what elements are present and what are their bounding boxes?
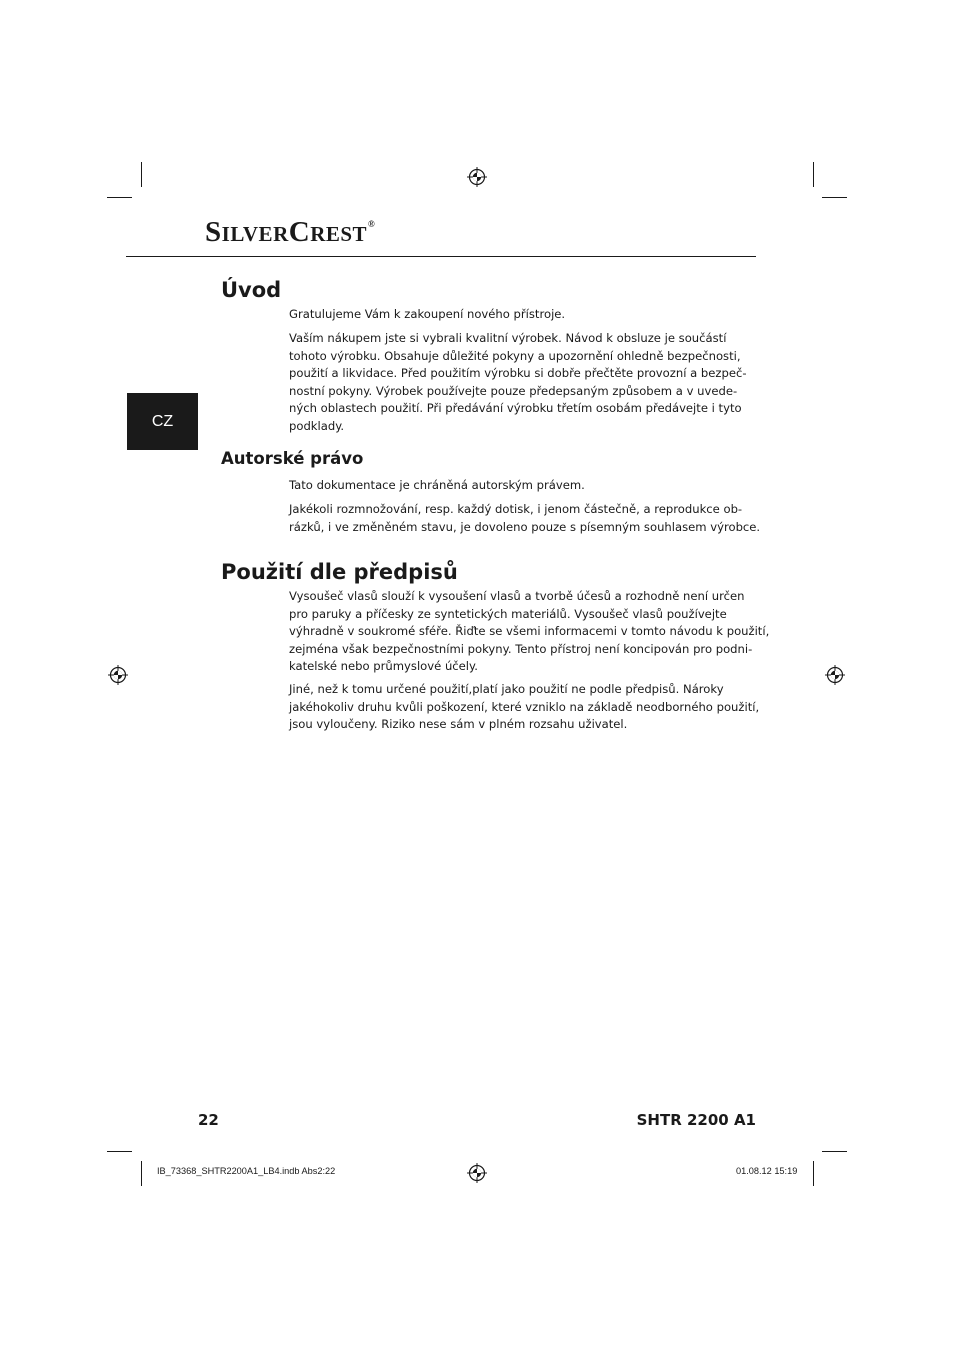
language-tab-label: CZ	[151, 412, 174, 430]
registration-mark-icon	[108, 665, 128, 685]
logo-text: ILVER	[221, 222, 289, 246]
crop-mark-top-left-vertical	[141, 162, 142, 187]
logo-text: REST	[310, 222, 368, 246]
registered-mark: ®	[368, 219, 376, 229]
text-line: Jiné, než k tomu určené použití,platí jako použití ne podle předpisů. Nároky	[289, 682, 724, 696]
crop-mark-top-right-horizontal	[822, 197, 847, 198]
header-rule	[126, 256, 756, 257]
crop-mark-top-right-vertical	[813, 162, 814, 187]
section-title-autorske-pravo: Autorské právo	[221, 449, 364, 468]
crop-mark-bottom-right-horizontal	[822, 1151, 847, 1152]
text-line: Tato dokumentace je chráněná autorským právem.	[289, 478, 585, 492]
text-line: pro paruky a příčesky ze syntetických materiálů. Vysoušeč vlasů používejte	[289, 606, 727, 621]
model-number: SHTR 2200 A1	[636, 1111, 756, 1129]
text-line: tohoto výrobku. Obsahuje důležité pokyny a upozornění ohledně bezpečnosti,	[289, 348, 741, 363]
paragraph-autorske-1	[289, 477, 739, 495]
crop-mark-bottom-left-horizontal	[107, 1151, 132, 1152]
text-line: jakéhokoliv druhu kvůli poškození, které vzniklo na základě neodborného použití,	[289, 699, 760, 714]
paragraph-autorske-2	[289, 501, 761, 536]
text-line: Vaším nákupem jste si vybrali kvalitní výrobek. Návod k obsluze je součástí	[289, 331, 727, 345]
paragraph-uvod-2	[289, 330, 747, 435]
logo-letter: S	[205, 216, 222, 248]
text-line: rázků, i ve změněném stavu, je dovoleno pouze s písemným souhlasem výrobce.	[289, 519, 761, 534]
section-title-uvod: Úvod	[221, 278, 282, 302]
text-line: Vysoušeč vlasů slouží k vysoušení vlasů a tvorbě účesů a rozhodně není určen	[289, 589, 745, 603]
crop-mark-bottom-left-vertical	[141, 1161, 142, 1186]
text-line: použití a likvidace. Před použitím výrobku si dobře přečtěte provozní a bezpeč-	[289, 366, 747, 380]
registration-mark-icon	[467, 167, 487, 187]
text-line: katelské nebo průmyslové účely.	[289, 659, 478, 673]
language-tab	[127, 393, 198, 450]
registration-mark-icon	[825, 665, 845, 685]
paragraph-uvod-1	[289, 306, 739, 324]
logo-letter: C	[288, 216, 311, 248]
text-line: Gratulujeme Vám k zakoupení nového přístroje.	[289, 307, 566, 321]
text-line: Jakékoli rozmnožování, resp. každý dotisk, i jenom částečně, a reprodukce ob-	[289, 502, 743, 516]
silvercrest-logo	[205, 218, 375, 247]
print-file-info: IB_73368_SHTR2200A1_LB4.indb Abs2:22	[157, 1166, 336, 1176]
paragraph-pouziti-1	[289, 588, 770, 676]
text-line: zejména však bezpečnostními pokyny. Tento přístroj není koncipován pro podni-	[289, 641, 753, 656]
text-line: jsou vyloučeny. Riziko nese sám v plném rozsahu uživatel.	[289, 717, 628, 731]
text-line: výhradně v soukromé sféře. Řiďte se všemi informacemi v tomto návodu k použití,	[289, 624, 770, 638]
paragraph-pouziti-2	[289, 681, 760, 734]
text-line: nostní pokyny. Výrobek používejte pouze předepsaným způsobem a v uvede-	[289, 383, 738, 398]
crop-mark-top-left-horizontal	[107, 197, 132, 198]
print-date-info: 01.08.12 15:19	[736, 1166, 798, 1176]
registration-mark-icon	[467, 1163, 487, 1183]
text-line: podklady.	[289, 418, 345, 433]
section-title-pouziti: Použití dle předpisů	[221, 560, 458, 584]
crop-mark-bottom-right-vertical	[813, 1161, 814, 1186]
text-line: ných oblastech použití. Při předávání výrobku třetím osobám předávejte i tyto	[289, 401, 742, 415]
page-number: 22	[198, 1111, 219, 1129]
